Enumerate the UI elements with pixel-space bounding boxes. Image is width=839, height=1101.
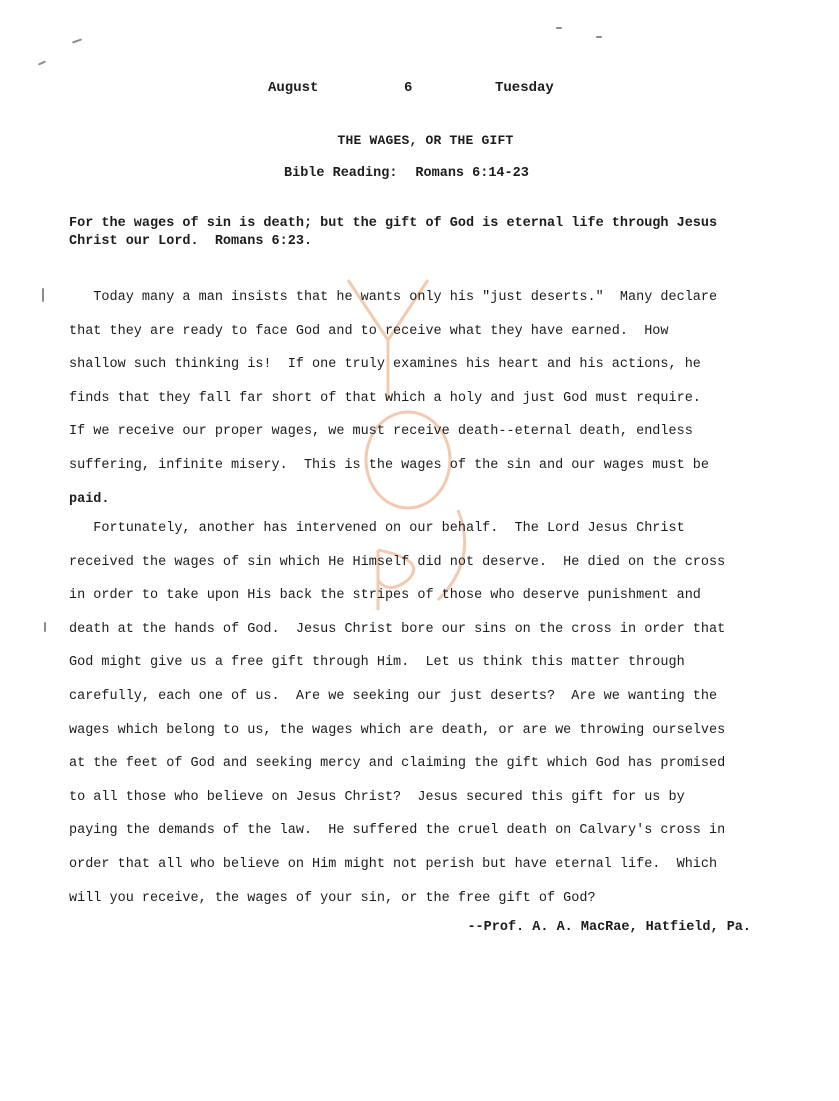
paragraph-line: received the wages of sin which He Himself did not deserve. He died on the cross	[69, 554, 726, 570]
paragraph-line: in order to take upon His back the stripes of those who deserve punishment and	[69, 588, 701, 604]
verse-line: Christ our Lord. Romans 6:23.	[69, 234, 313, 249]
paragraph-2	[69, 512, 769, 915]
paragraph-line: suffering, infinite misery. This is the wages of the sin and our wages must be	[69, 457, 710, 473]
paragraph-line: shallow such thinking is! If one truly examines his heart and his actions, he	[69, 357, 701, 373]
paragraph-line: carefully, each one of us. Are we seeking our just deserts? Are we wanting the	[69, 688, 718, 704]
paragraph-line: paid.	[69, 491, 110, 507]
paragraph-line: finds that they fall far short of that which a holy and just God must require.	[69, 390, 701, 406]
paragraph-1	[69, 281, 769, 516]
paragraph-line: Today many a man insists that he wants only his "just deserts." Many declare	[69, 290, 718, 305]
bible-reading	[284, 166, 529, 181]
scan-mark	[596, 36, 602, 38]
bible-reading-reference: Romans 6:14-23	[415, 166, 529, 181]
paragraph-line: that they are ready to face God and to receive what they have earned. How	[69, 323, 669, 339]
paragraph-line: death at the hands of God. Jesus Christ bore our sins on the cross in order that	[69, 621, 726, 637]
paragraph-line: God might give us a free gift through Him. Let us think this matter through	[69, 655, 685, 671]
header-day: 6	[404, 80, 413, 96]
paragraph-line: wages which belong to us, the wages which are death, or are we throwing ourselves	[69, 722, 726, 738]
paragraph-line: order that all who believe on Him might not perish but have eternal life. Which	[69, 856, 718, 872]
scan-mark	[44, 622, 46, 632]
header-month: August	[268, 80, 319, 96]
paragraph-line: Fortunately, another has intervened on our behalf. The Lord Jesus Christ	[69, 521, 685, 536]
bible-reading-label: Bible Reading:	[284, 166, 398, 181]
paragraph-line: will you receive, the wages of your sin, or the free gift of God?	[69, 890, 596, 906]
scan-mark	[42, 288, 44, 302]
paragraph-line: If we receive our proper wages, we must receive death--eternal death, endless	[69, 424, 693, 440]
paragraph-line: at the feet of God and seeking mercy and claiming the gift which God has promised	[69, 756, 726, 772]
scan-mark	[38, 60, 46, 65]
paragraph-line: to all those who believe on Jesus Christ? Jesus secured this gift for us by	[69, 789, 685, 805]
paragraph-line: paying the demands of the law. He suffered the cruel death on Calvary's cross in	[69, 823, 726, 839]
devotion-title: THE WAGES, OR THE GIFT	[337, 133, 514, 148]
scan-mark	[72, 38, 82, 43]
author-signature: --Prof. A. A. MacRae, Hatfield, Pa.	[467, 920, 751, 935]
key-verse	[69, 215, 759, 251]
scan-mark	[556, 27, 562, 29]
verse-line: For the wages of sin is death; but the gift of God is eternal life through Jesus	[69, 216, 718, 231]
header-weekday: Tuesday	[495, 80, 554, 96]
